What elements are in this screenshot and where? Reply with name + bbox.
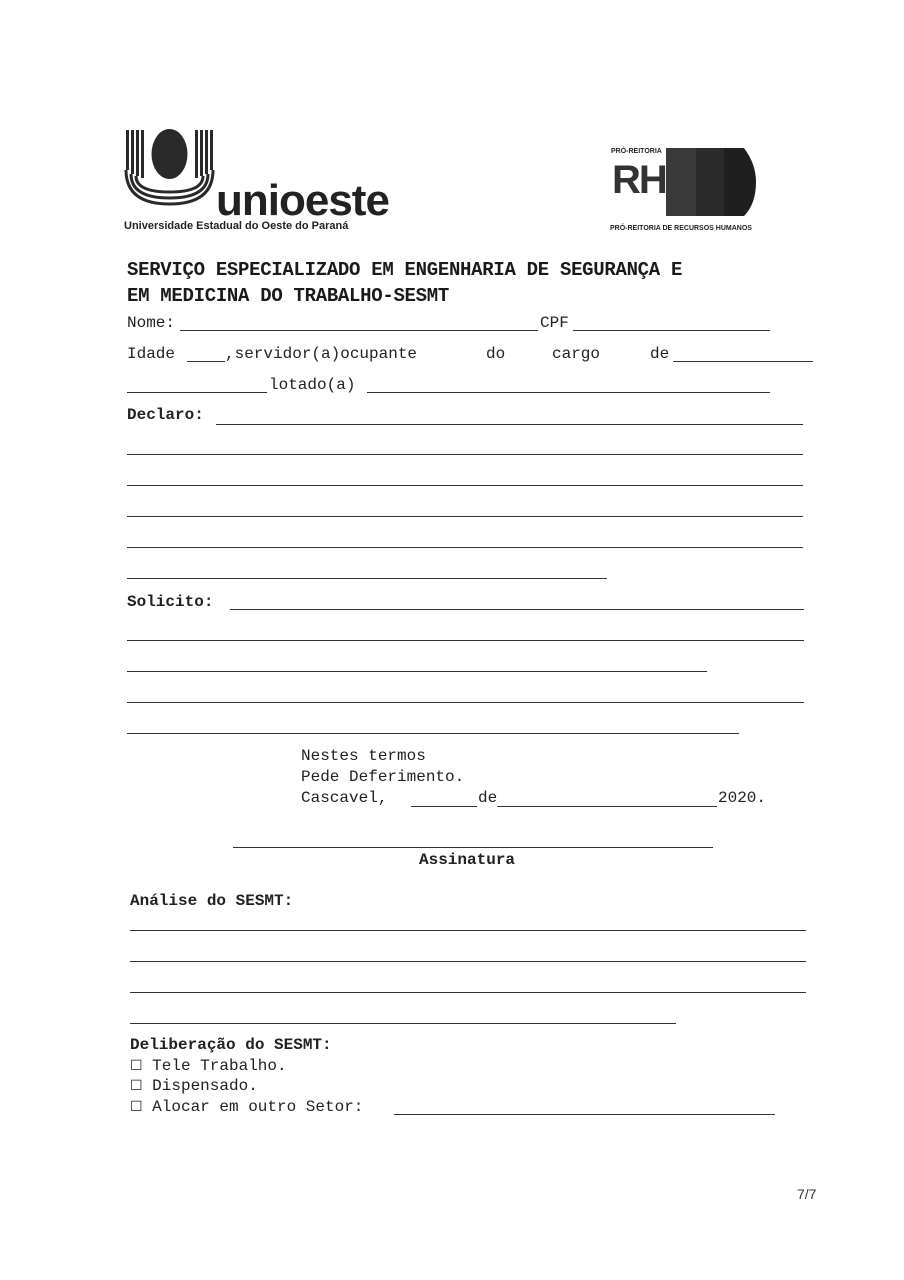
declaro-line-2[interactable] (127, 454, 803, 455)
cargo-field[interactable] (673, 361, 813, 362)
checkbox-icon[interactable]: ☐ (130, 1099, 143, 1115)
analise-line-2[interactable] (130, 961, 806, 962)
closing-nestes-termos: Nestes termos (301, 747, 426, 765)
rh-caption: PRÓ-REITORIA DE RECURSOS HUMANOS (610, 225, 752, 232)
declaro-line-5[interactable] (127, 547, 803, 548)
rh-small-label: PRÓ-REITORIA (611, 148, 662, 155)
declaro-line-1[interactable] (216, 424, 803, 425)
unioeste-subtitle: Universidade Estadual do Oeste do Paraná (124, 220, 349, 232)
signature-line[interactable] (233, 847, 713, 848)
solicito-line-3[interactable] (127, 671, 707, 672)
solicito-line-5[interactable] (127, 733, 739, 734)
analise-line-3[interactable] (130, 992, 806, 993)
day-field[interactable] (411, 806, 477, 807)
de-label: de (650, 345, 670, 363)
do-label: do (486, 345, 506, 363)
analise-line-4[interactable] (130, 1023, 676, 1024)
form-title-line2: EM MEDICINA DO TRABALHO-SESMT (127, 285, 449, 307)
closing-cascavel: Cascavel, (301, 789, 388, 807)
option-label: Dispensado. (152, 1077, 258, 1095)
solicito-line-4[interactable] (127, 702, 804, 703)
unioeste-logo (124, 128, 389, 236)
option-label: Alocar em outro Setor: (152, 1098, 364, 1116)
servidor-label: ,servidor(a)ocupante (225, 345, 418, 363)
checkbox-icon[interactable]: ☐ (130, 1078, 143, 1094)
closing-year: 2020. (718, 789, 767, 807)
lotado-field[interactable] (367, 392, 770, 393)
closing-pede-deferimento: Pede Deferimento. (301, 768, 465, 786)
outro-setor-field[interactable] (394, 1114, 775, 1115)
analise-label: Análise do SESMT: (130, 892, 294, 910)
signature-label: Assinatura (419, 851, 516, 869)
declaro-label: Declaro: (127, 406, 204, 424)
closing-de: de (478, 789, 498, 807)
nome-field[interactable] (180, 330, 538, 331)
deliberacao-label: Deliberação do SESMT: (130, 1036, 332, 1054)
rh-logo (608, 140, 773, 236)
cargo-label: cargo (552, 345, 601, 363)
solicito-label: Solicito: (127, 593, 214, 611)
unioeste-emblem-icon (124, 128, 219, 208)
solicito-line-1[interactable] (230, 609, 804, 610)
idade-field[interactable] (187, 361, 225, 362)
cpf-field[interactable] (573, 330, 770, 331)
cargo-field-continued[interactable] (127, 392, 267, 393)
cpf-label: CPF (540, 314, 569, 332)
declaro-line-4[interactable] (127, 516, 803, 517)
page-number: 7/7 (797, 1186, 817, 1202)
nome-label: Nome: (127, 314, 176, 332)
option-tele-trabalho[interactable] (130, 1056, 287, 1076)
idade-label: Idade (127, 345, 176, 363)
unioeste-wordmark: unioeste (216, 176, 389, 225)
rh-letters: RH (612, 158, 666, 202)
form-title-line1: SERVIÇO ESPECIALIZADO EM ENGENHARIA DE SEGURANÇA E (127, 259, 683, 281)
analise-line-1[interactable] (130, 930, 806, 931)
option-alocar-outro-setor[interactable] (130, 1097, 363, 1117)
option-dispensado[interactable] (130, 1076, 258, 1096)
declaro-line-6[interactable] (127, 578, 607, 579)
option-label: Tele Trabalho. (152, 1057, 287, 1075)
lotado-label: lotado(a) (269, 376, 356, 394)
month-field[interactable] (497, 806, 717, 807)
checkbox-icon[interactable]: ☐ (130, 1058, 143, 1074)
declaro-line-3[interactable] (127, 485, 803, 486)
solicito-line-2[interactable] (127, 640, 804, 641)
